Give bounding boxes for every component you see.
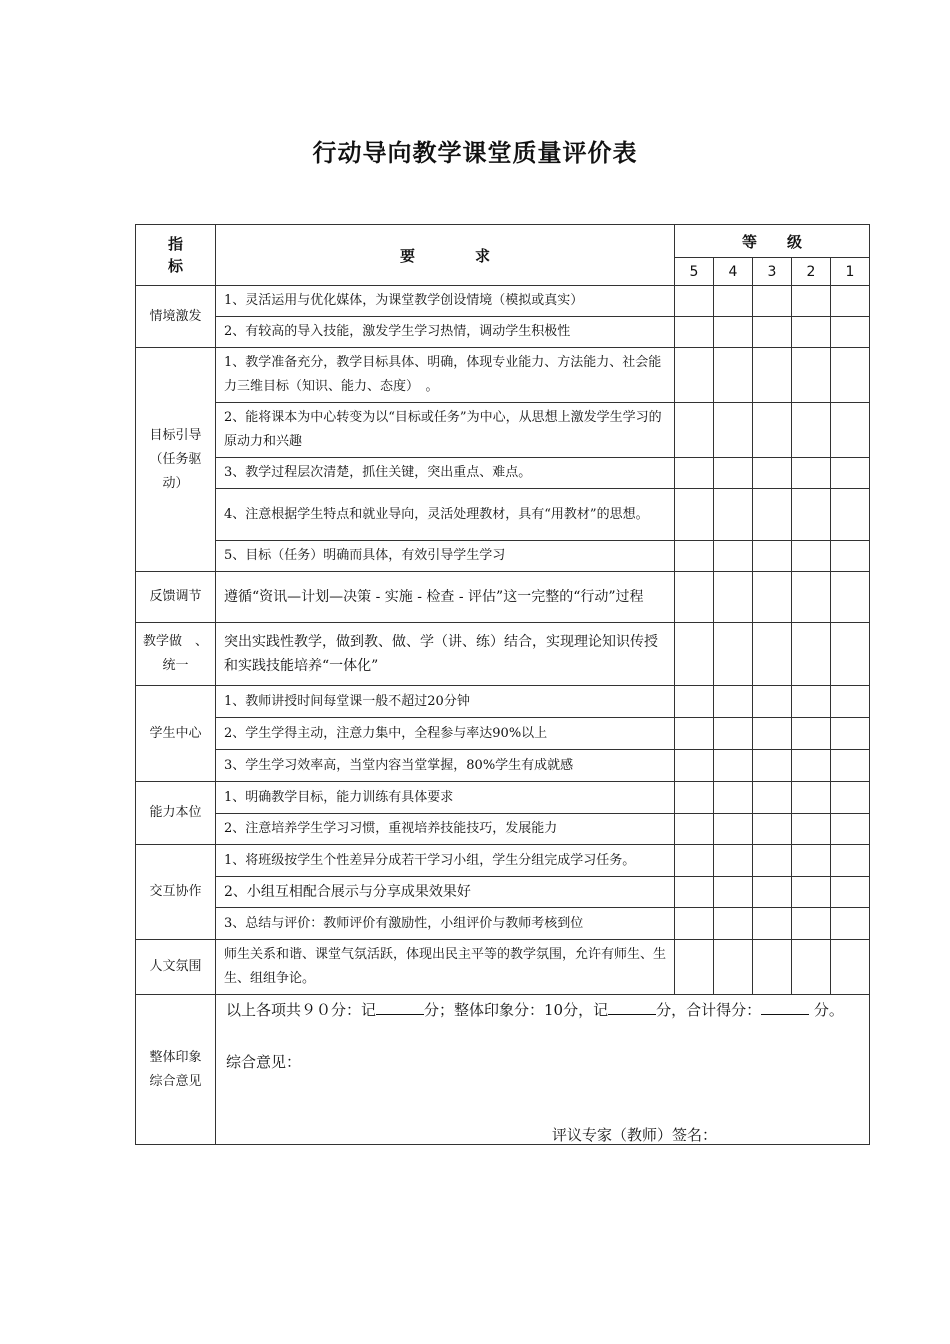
grade-4-cell[interactable]: [714, 348, 753, 403]
grade-2-cell[interactable]: [792, 908, 831, 940]
requirement-cell: 4、注意根据学生特点和就业导向，灵活处理教材，具有“用教材”的思想。: [216, 489, 675, 541]
grade-3-cell[interactable]: [753, 403, 792, 458]
grade-3-cell[interactable]: [753, 686, 792, 718]
indicator-cell: 反馈调节: [136, 572, 216, 623]
grade-3-cell[interactable]: [753, 814, 792, 845]
grade-5-cell[interactable]: [675, 541, 714, 572]
table-row: [136, 403, 870, 458]
grade-2-cell[interactable]: [792, 317, 831, 348]
opinion-label: 综合意见：: [226, 1053, 302, 1071]
grade-3-cell[interactable]: [753, 877, 792, 908]
table-row: [136, 750, 870, 782]
requirement-cell: 1、教学准备充分，教学目标具体、明确，体现专业能力、方法能力、社会能力三维目标（知识、能力、态度） 。: [216, 348, 675, 403]
requirement-cell: 2、学生学得主动，注意力集中，全程参与率达90%以上: [216, 718, 675, 750]
table-row: [136, 458, 870, 489]
indicator-cell: 能力本位: [136, 782, 216, 845]
requirement-cell: 5、目标（任务）明确而具体，有效引导学生学习: [216, 541, 675, 572]
indicator-cell: 情境激发: [136, 286, 216, 348]
table-row: [136, 814, 870, 845]
grade-2-cell[interactable]: [792, 750, 831, 782]
grade-4-cell[interactable]: [714, 403, 753, 458]
table-row: [136, 845, 870, 877]
grade-1-cell[interactable]: [831, 541, 870, 572]
grade-2-cell[interactable]: [792, 814, 831, 845]
grade-5-cell[interactable]: [675, 845, 714, 877]
table-row: [136, 317, 870, 348]
requirement-cell: 1、将班级按学生个性差异分成若干学习小组，学生分组完成学习任务。: [216, 845, 675, 877]
summary-cell: [216, 995, 870, 1145]
indicator-cell: 人文氛围: [136, 940, 216, 995]
grade-5-cell[interactable]: [675, 623, 714, 686]
grade-2-cell[interactable]: [792, 458, 831, 489]
requirement-cell: 2、小组互相配合展示与分享成果效果好: [216, 877, 675, 908]
grade-header: 等 级: [675, 225, 870, 258]
table-row: [136, 782, 870, 814]
grade-2-cell[interactable]: [792, 940, 831, 995]
requirement-cell: 2、注意培养学生学习习惯，重视培养技能技巧，发展能力: [216, 814, 675, 845]
grade-2-cell[interactable]: [792, 572, 831, 623]
grade-4-cell[interactable]: [714, 458, 753, 489]
grade-3-cell[interactable]: [753, 317, 792, 348]
grade-1-cell[interactable]: [831, 718, 870, 750]
indicator-cell: 目标引导 （任务驱 动）: [136, 348, 216, 572]
grade-5-cell[interactable]: [675, 286, 714, 317]
grade-2-cell[interactable]: [792, 877, 831, 908]
requirement-cell: 突出实践性教学，做到教、做、学（讲、练）结合，实现理论知识传授和实践技能培养“一体化”: [216, 623, 675, 686]
grade-4-cell[interactable]: [714, 782, 753, 814]
grade-3-cell[interactable]: [753, 908, 792, 940]
requirement-cell: 1、灵活运用与优化媒体，为课堂教学创设情境（模拟或真实）: [216, 286, 675, 317]
grade-5-cell[interactable]: [675, 940, 714, 995]
evaluation-table: [135, 224, 870, 1145]
grade-1-cell[interactable]: [831, 845, 870, 877]
indicator-cell: 教学做 、 统一: [136, 623, 216, 686]
table-row: [136, 489, 870, 541]
table-row: [136, 572, 870, 623]
grade-5-cell[interactable]: [675, 317, 714, 348]
indicator-cell: 交互协作: [136, 845, 216, 940]
grade-4-cell[interactable]: [714, 908, 753, 940]
grade-2-cell[interactable]: [792, 718, 831, 750]
grade-1-cell[interactable]: [831, 750, 870, 782]
grade-5-cell[interactable]: [675, 403, 714, 458]
page-title: 行动导向教学课堂质量评价表: [312, 139, 638, 167]
grade-4-cell[interactable]: [714, 317, 753, 348]
indicator-cell: 整体印象 综合意见: [136, 995, 216, 1145]
grade-3-cell[interactable]: [753, 489, 792, 541]
table-row: [136, 718, 870, 750]
grade-3-cell[interactable]: [753, 845, 792, 877]
grade-4-cell[interactable]: [714, 623, 753, 686]
grade-5-cell[interactable]: [675, 458, 714, 489]
grade-1-cell[interactable]: [831, 814, 870, 845]
table-row: [136, 877, 870, 908]
grade-4-cell[interactable]: [714, 686, 753, 718]
grade-3-cell[interactable]: [753, 718, 792, 750]
grade-4-cell[interactable]: [714, 877, 753, 908]
grade-4-cell[interactable]: [714, 572, 753, 623]
grade-1-cell[interactable]: [831, 348, 870, 403]
score-blank-items[interactable]: [376, 1000, 424, 1015]
grade-1-cell[interactable]: [831, 403, 870, 458]
grade-5-cell[interactable]: [675, 489, 714, 541]
requirement-cell: 3、教学过程层次清楚，抓住关键，突出重点、难点。: [216, 458, 675, 489]
grade-5-cell[interactable]: [675, 348, 714, 403]
grade-2-cell[interactable]: [792, 845, 831, 877]
grade-4-label: 4: [714, 258, 753, 286]
requirement-header: 要 求: [216, 225, 675, 286]
requirement-cell: 1、教师讲授时间每堂课一般不超过20分钟: [216, 686, 675, 718]
grade-5-cell[interactable]: [675, 572, 714, 623]
grade-5-cell[interactable]: [675, 718, 714, 750]
grade-1-cell[interactable]: [831, 286, 870, 317]
grade-3-cell[interactable]: [753, 286, 792, 317]
grade-2-cell[interactable]: [792, 623, 831, 686]
grade-1-cell[interactable]: [831, 489, 870, 541]
requirement-cell: 2、能将课本为中心转变为以“目标或任务”为中心，从思想上激发学生学习的原动力和兴趣: [216, 403, 675, 458]
grade-4-cell[interactable]: [714, 718, 753, 750]
grade-3-cell[interactable]: [753, 572, 792, 623]
grade-4-cell[interactable]: [714, 750, 753, 782]
grade-1-cell[interactable]: [831, 908, 870, 940]
score-blank-total[interactable]: [761, 1000, 809, 1015]
grade-5-cell[interactable]: [675, 782, 714, 814]
grade-5-cell[interactable]: [675, 750, 714, 782]
grade-2-cell[interactable]: [792, 286, 831, 317]
grade-1-label: 1: [831, 258, 870, 286]
grade-3-cell[interactable]: [753, 940, 792, 995]
table-row: [136, 940, 870, 995]
table-row: [136, 541, 870, 572]
grade-4-cell[interactable]: [714, 489, 753, 541]
grade-1-cell[interactable]: [831, 782, 870, 814]
grade-5-cell[interactable]: [675, 814, 714, 845]
grade-3-label: 3: [753, 258, 792, 286]
grade-5-cell[interactable]: [675, 908, 714, 940]
table-row: [136, 908, 870, 940]
grade-1-cell[interactable]: [831, 458, 870, 489]
grade-1-cell[interactable]: [831, 877, 870, 908]
grade-4-cell[interactable]: [714, 940, 753, 995]
indicator-header: 指 标: [136, 225, 216, 286]
grade-4-cell[interactable]: [714, 845, 753, 877]
grade-1-cell[interactable]: [831, 686, 870, 718]
requirement-cell: 2、有较高的导入技能，激发学生学习热情，调动学生积极性: [216, 317, 675, 348]
grade-1-cell[interactable]: [831, 572, 870, 623]
score-blank-impression[interactable]: [608, 1000, 656, 1015]
grade-1-cell[interactable]: [831, 940, 870, 995]
signature-label: 评议专家（教师）签名：: [552, 1126, 718, 1144]
grade-2-cell[interactable]: [792, 403, 831, 458]
requirement-cell: 师生关系和谐、课堂气氛活跃，体现出民主平等的教学氛围，允许有师生、生生、组组争论。: [216, 940, 675, 995]
grade-2-cell[interactable]: [792, 686, 831, 718]
grade-3-cell[interactable]: [753, 782, 792, 814]
grade-1-cell[interactable]: [831, 623, 870, 686]
table-row: [136, 623, 870, 686]
grade-4-cell[interactable]: [714, 814, 753, 845]
grade-3-cell[interactable]: [753, 348, 792, 403]
indicator-cell: 学生中心: [136, 686, 216, 782]
table-row: [136, 686, 870, 718]
table-row: [136, 286, 870, 317]
table-row: [136, 995, 870, 1145]
requirement-cell: 1、明确教学目标，能力训练有具体要求: [216, 782, 675, 814]
grade-3-cell[interactable]: [753, 750, 792, 782]
requirement-cell: 遵循“资讯—计划—决策 - 实施 - 检查 - 评估”这一完整的“行动”过程: [216, 572, 675, 623]
grade-1-cell[interactable]: [831, 317, 870, 348]
grade-3-cell[interactable]: [753, 458, 792, 489]
grade-2-cell[interactable]: [792, 348, 831, 403]
grade-5-label: 5: [675, 258, 714, 286]
grade-2-cell[interactable]: [792, 541, 831, 572]
requirement-cell: 3、学生学习效率高，当堂内容当堂掌握，80%学生有成就感: [216, 750, 675, 782]
grade-2-cell[interactable]: [792, 782, 831, 814]
score-line: 以上各项共９０分：记 分；整体印象分：10分，记 分，合计得分： 分。: [226, 1001, 844, 1019]
grade-3-cell[interactable]: [753, 541, 792, 572]
grade-4-cell[interactable]: [714, 541, 753, 572]
grade-5-cell[interactable]: [675, 877, 714, 908]
grade-2-label: 2: [792, 258, 831, 286]
grade-2-cell[interactable]: [792, 489, 831, 541]
table-row: [136, 348, 870, 403]
grade-4-cell[interactable]: [714, 286, 753, 317]
grade-5-cell[interactable]: [675, 686, 714, 718]
grade-3-cell[interactable]: [753, 623, 792, 686]
requirement-cell: 3、总结与评价：教师评价有激励性，小组评价与教师考核到位: [216, 908, 675, 940]
